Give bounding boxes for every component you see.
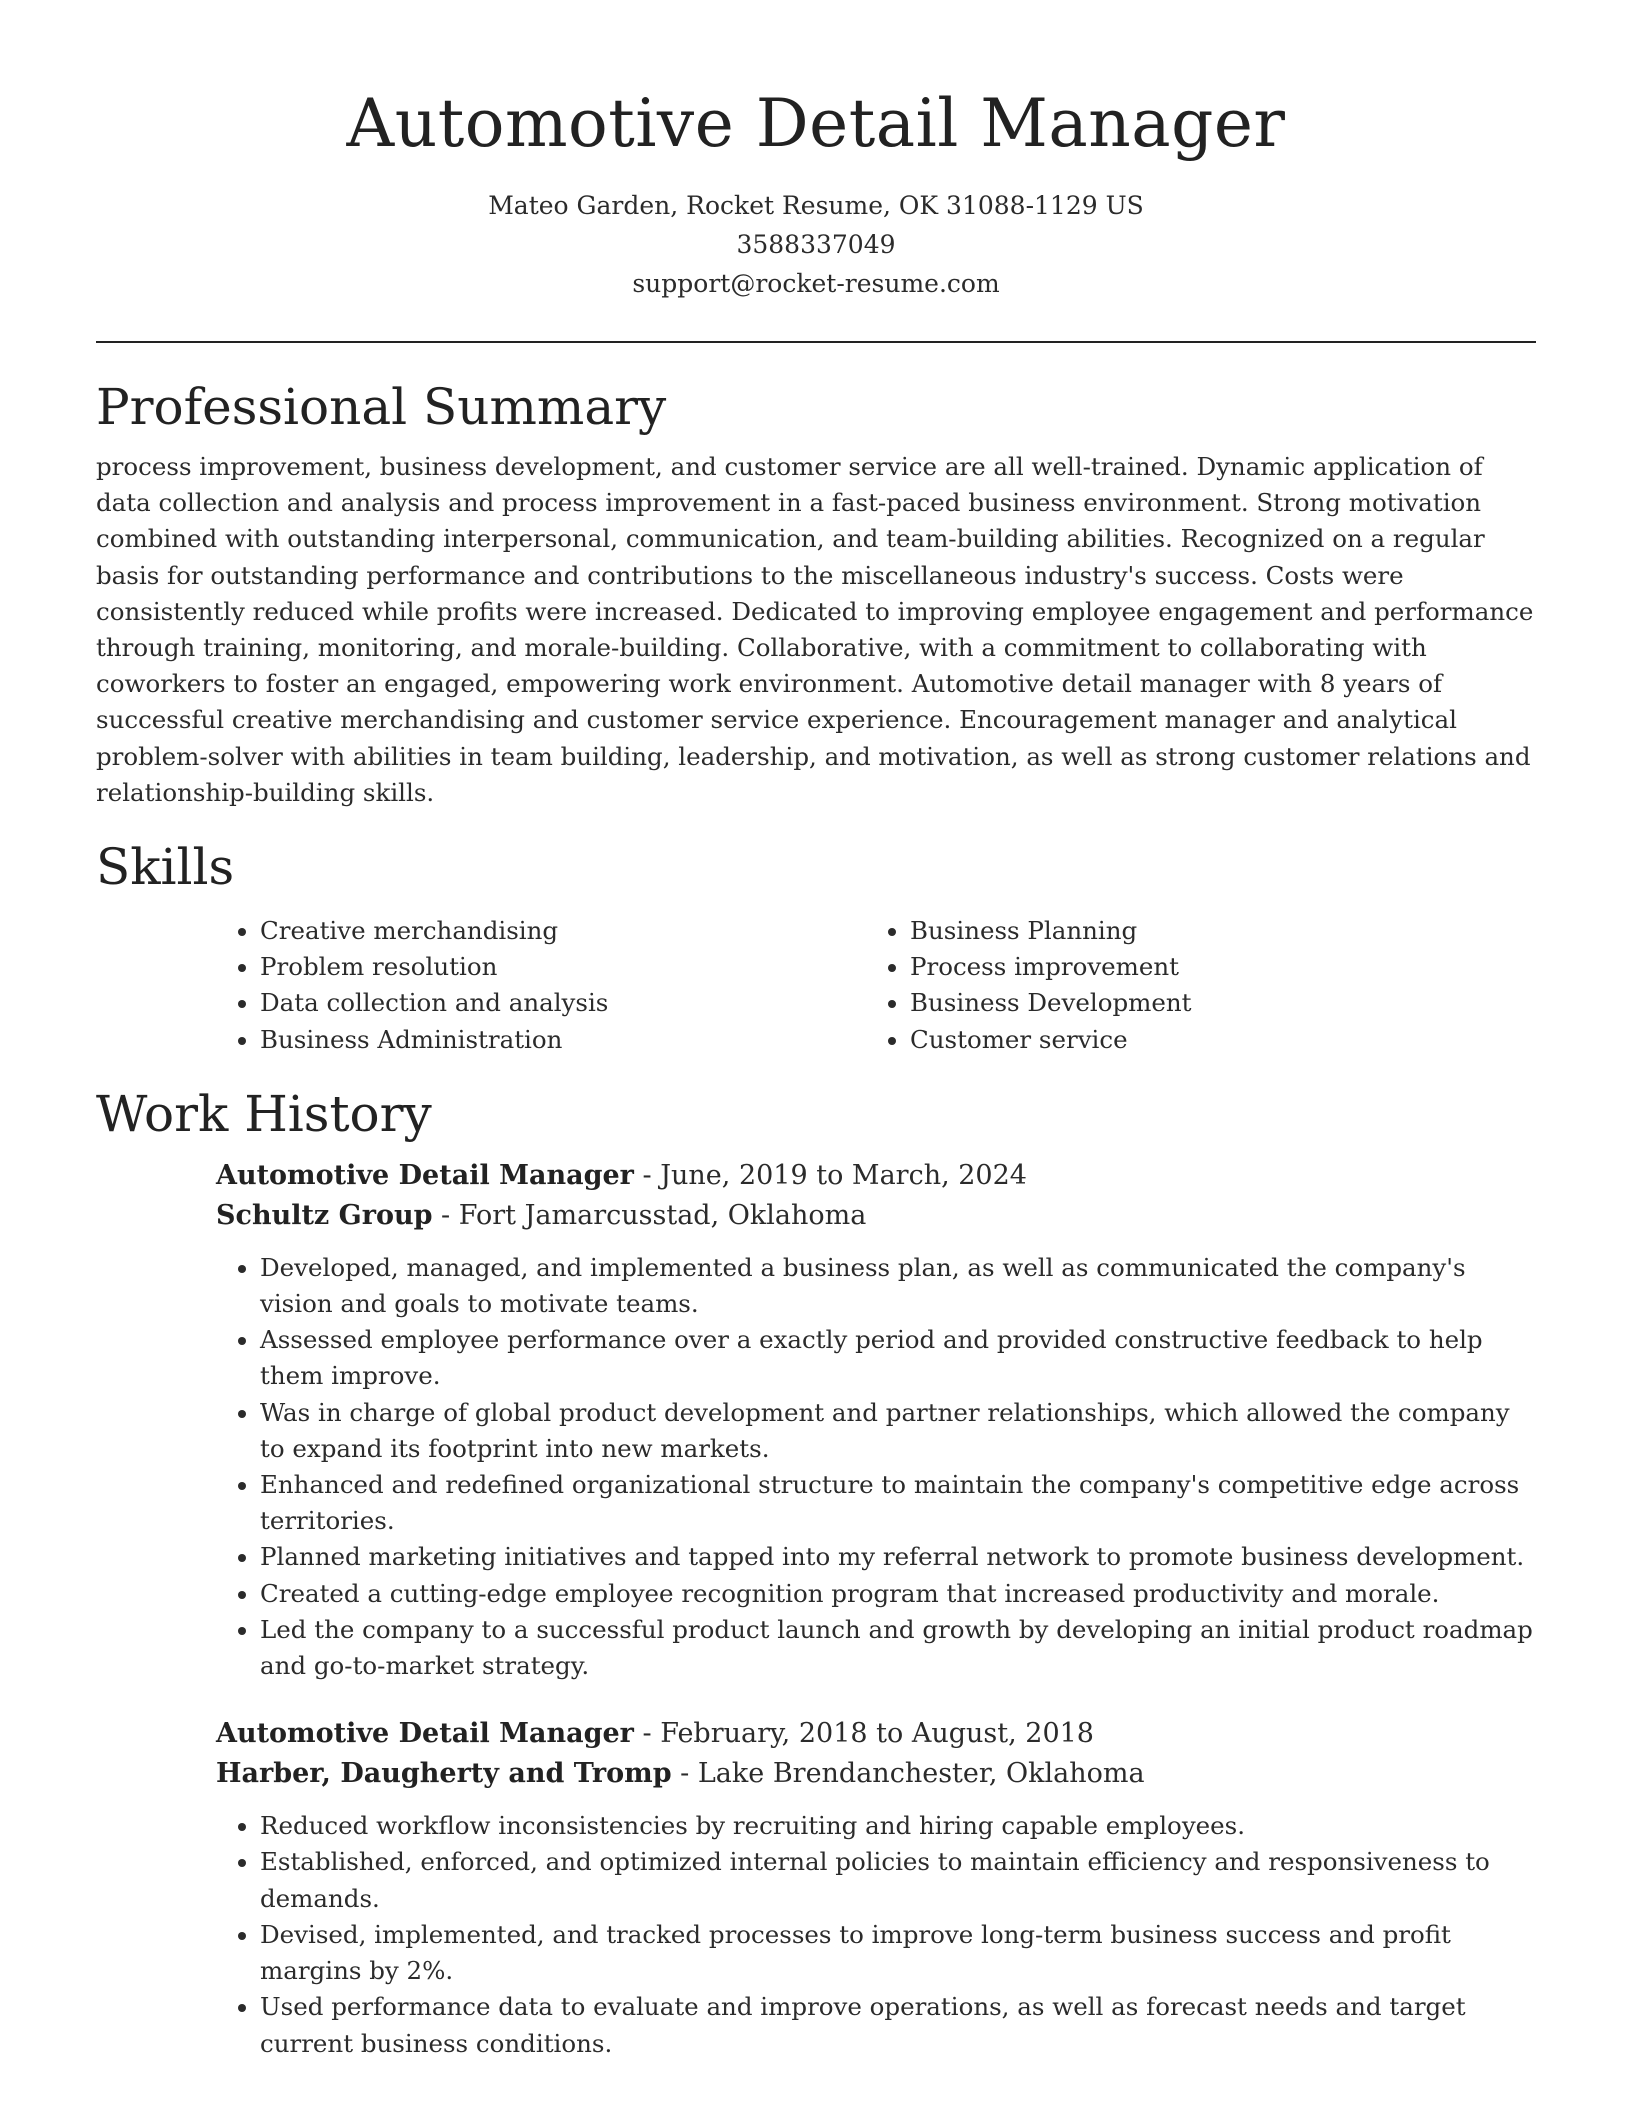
job-bullet: • Assessed employee performance over a exactly period and provided constructive feedback to help them improve. — [260, 1322, 1536, 1394]
skill-item: • Data collection and analysis — [260, 985, 866, 1021]
job-company: Schultz Group — [216, 1199, 433, 1231]
summary-section — [96, 377, 1536, 811]
job-bullets — [216, 1250, 1536, 1684]
skills-heading: Skills — [96, 838, 235, 897]
phone: 3588337049 — [736, 230, 896, 259]
work-history-heading: Work History — [96, 1084, 432, 1143]
summary-heading: Professional Summary — [96, 378, 667, 436]
skill-item: • Customer service — [910, 1022, 1516, 1058]
job-dates: - June, 2019 to March, 2024 — [633, 1159, 1027, 1191]
skills-list-right — [866, 913, 1516, 1058]
skill-item: • Problem resolution — [260, 949, 866, 985]
job-bullet: • Reduced workflow inconsistencies by recruiting and hiring capable employees. — [260, 1808, 1536, 1844]
skill-item: • Business Development — [910, 985, 1516, 1021]
job-bullets — [216, 1808, 1536, 2061]
skills-section — [96, 837, 1536, 1058]
job-title: Automotive Detail Manager — [216, 1159, 634, 1191]
job-bullet: • Enhanced and redefined organizational structure to maintain the company's competitive edge across territories. — [260, 1467, 1536, 1539]
job-company-line — [216, 1196, 1536, 1236]
job-entry — [216, 1156, 1536, 1684]
skills-grid — [216, 913, 1536, 1058]
job-location: - Fort Jamarcusstad, Oklahoma — [432, 1199, 867, 1231]
resume-page — [96, 0, 1536, 2092]
job-bullet: • Was in charge of global product development and partner relationships, which allowed the company to expand its footprint into new markets. — [260, 1395, 1536, 1467]
skill-item: • Process improvement — [910, 949, 1516, 985]
skill-item: • Business Administration — [260, 1022, 866, 1058]
job-title-line — [216, 1156, 1536, 1196]
skill-item: • Creative merchandising — [260, 913, 866, 949]
summary-text: process improvement, business development, and customer service are all well-trained. Dynamic application of data collection and analysis and process improvement in a fast-paced business environment. Strong motivation combined with outstanding interpersonal, communication, and team-building abilities. Recognized on a regular basis for outstanding performance and contributions to the miscellaneous industry's success. Costs were consistently reduced while profits were increased. Dedicated to improving employee engagement and performance through training, monitoring, and morale-building. Collaborative, with a commitment to collaborating with coworkers to foster an engaged, empowering work environment. Automotive detail manager with 8 years of successful creative merchandising and customer service experience. Encouragement manager and analytical problem-solver with abilities in team building, leadership, and motivation, as well as strong customer relations and relationship-building skills. — [96, 452, 1534, 807]
header-divider — [96, 341, 1536, 343]
email: support@rocket-resume.com — [632, 269, 1000, 298]
job-title: Automotive Detail Manager — [216, 1718, 634, 1750]
job-bullet: • Led the company to a successful product launch and growth by developing an initial product roadmap and go-to-market strategy. — [260, 1612, 1536, 1684]
job-bullet: • Established, enforced, and optimized internal policies to maintain efficiency and responsiveness to demands. — [260, 1844, 1536, 1916]
job-bullet: • Used performance data to evaluate and improve operations, as well as forecast needs and target current business conditions. — [260, 1989, 1536, 2061]
job-dates: - February, 2018 to August, 2018 — [633, 1718, 1094, 1750]
job-bullet: • Developed, managed, and implemented a business plan, as well as communicated the company's vision and goals to motivate teams. — [260, 1250, 1536, 1322]
skills-list-left — [216, 913, 866, 1058]
resume-header — [96, 0, 1536, 303]
job-bullet: • Devised, implemented, and tracked processes to improve long-term business success and profit margins by 2%. — [260, 1917, 1536, 1989]
address: Mateo Garden, Rocket Resume, OK 31088-1129 US — [488, 191, 1144, 220]
job-company-line — [216, 1754, 1536, 1794]
job-bullet: • Planned marketing initiatives and tapped into my referral network to promote business development. — [260, 1539, 1536, 1575]
job-bullet: • Created a cutting-edge employee recognition program that increased productivity and morale. — [260, 1576, 1536, 1612]
contact-block — [96, 186, 1536, 303]
skill-item: • Business Planning — [910, 913, 1516, 949]
job-company: Harber, Daugherty and Tromp — [216, 1758, 672, 1790]
work-history-section — [96, 1084, 1536, 2062]
job-entry — [216, 1714, 1536, 2061]
job-location: - Lake Brendanchester, Oklahoma — [671, 1758, 1145, 1790]
candidate-name: Automotive Detail Manager — [346, 85, 1286, 162]
job-title-line — [216, 1714, 1536, 1754]
